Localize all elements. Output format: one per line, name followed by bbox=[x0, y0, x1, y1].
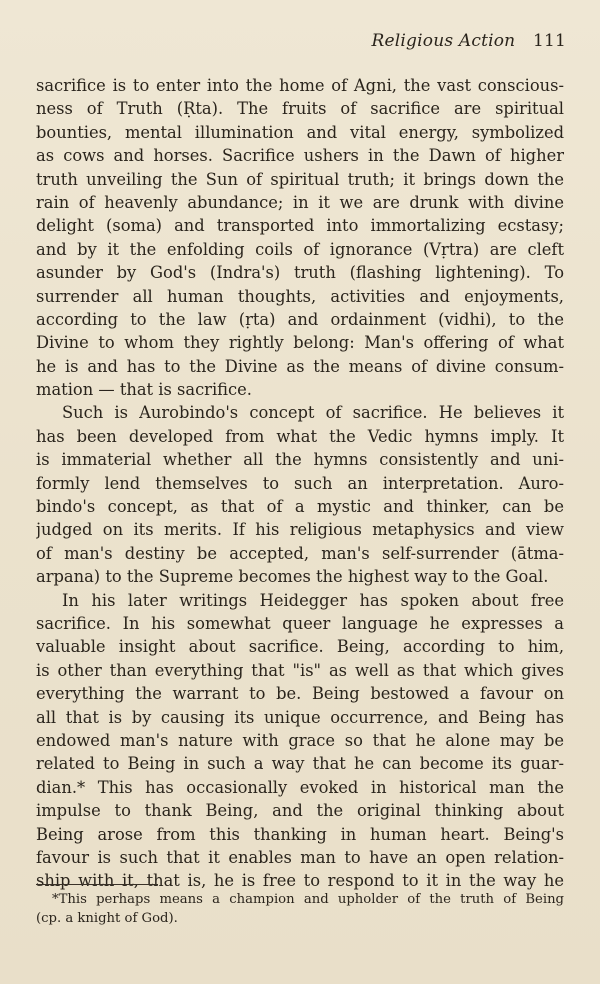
text-line: sacrifice is to enter into the home of Agni, the vast conscious- bbox=[36, 76, 564, 95]
text-line: mation — that is sacrifice. bbox=[36, 380, 252, 400]
text-line: surrender all human thoughts, activities and enjoyments, bbox=[36, 286, 564, 306]
text-line: truth unveiling the Sun of spiritual truth; it brings down the bbox=[36, 169, 564, 189]
text-line: valuable insight about sacrifice. Being, according to him, bbox=[36, 637, 564, 657]
text-line: has been developed from what the Vedic hymns imply. It bbox=[36, 426, 564, 446]
footnote-line: *This perhaps means a champion and upholder of the truth of Being bbox=[52, 892, 564, 907]
paragraph-first-line: In his later writings Heidegger has spoken about free bbox=[62, 590, 564, 610]
text-line: is other than everything that "is" as well as that which gives bbox=[36, 660, 564, 680]
text-line: all that is by causing its unique occurrence, and Being has bbox=[36, 707, 564, 727]
text-line: and by it the enfolding coils of ignorance (Vṛtra) are cleft bbox=[36, 239, 564, 259]
text-line: judged on its merits. If his religious metaphysics and view bbox=[36, 520, 564, 540]
text-line: Divine to whom they rightly belong: Man's offering of what bbox=[36, 333, 564, 353]
text-line: of man's destiny be accepted, man's self-surrender (ātma- bbox=[36, 543, 564, 563]
text-line: endowed man's nature with grace so that he alone may be bbox=[36, 730, 564, 750]
text-line: as cows and horses. Sacrifice ushers in the Dawn of higher bbox=[36, 146, 564, 166]
paragraph-first-line: Such is Aurobindo's concept of sacrifice. He believes it bbox=[62, 403, 564, 423]
text-line: related to Being in such a way that he can become its guar- bbox=[36, 754, 564, 774]
text-line: arpana) to the Supreme becomes the highest way to the Goal. bbox=[36, 567, 549, 587]
footnote-rule bbox=[36, 884, 158, 885]
text-line: ness of Truth (Ṛta). The fruits of sacrifice are spiritual bbox=[36, 99, 564, 119]
text-line: delight (soma) and transported into immortalizing ecstasy; bbox=[36, 216, 564, 236]
text-line: ship with it, that is, he is free to respond to it in the way he bbox=[36, 871, 564, 891]
running-head bbox=[372, 31, 567, 51]
text-line: everything the warrant to be. Being bestowed a favour on bbox=[36, 684, 564, 704]
text-line: bounties, mental illumination and vital energy, symbolized bbox=[36, 122, 564, 142]
body-text bbox=[36, 74, 564, 893]
text-line: is immaterial whether all the hymns consistently and uni- bbox=[36, 450, 564, 470]
text-line: favour is such that it enables man to have an open relation- bbox=[36, 847, 564, 867]
text-line: asunder by God's (Indra's) truth (flashing lightening). To bbox=[36, 263, 564, 283]
text-line: impulse to thank Being, and the original thinking about bbox=[36, 801, 564, 821]
text-line: rain of heavenly abundance; in it we are drunk with divine bbox=[36, 192, 564, 212]
text-line: sacrifice. In his somewhat queer language he expresses a bbox=[36, 613, 564, 633]
text-line: according to the law (ṛta) and ordainment (vidhi), to the bbox=[36, 309, 564, 329]
page-number: 111 bbox=[532, 31, 566, 51]
footnote bbox=[36, 891, 564, 928]
running-title: Religious Action bbox=[371, 31, 516, 51]
text-line: Being arose from this thanking in human heart. Being's bbox=[36, 824, 564, 844]
text-line: he is and has to the Divine as the means of divine consum- bbox=[36, 356, 564, 376]
text-line: formly lend themselves to such an interpretation. Auro- bbox=[36, 473, 564, 493]
text-line: dian.* This has occasionally evoked in historical man the bbox=[36, 777, 564, 797]
footnote-line: (cp. a knight of God). bbox=[36, 910, 178, 926]
text-line: bindo's concept, as that of a mystic and thinker, can be bbox=[36, 497, 564, 517]
